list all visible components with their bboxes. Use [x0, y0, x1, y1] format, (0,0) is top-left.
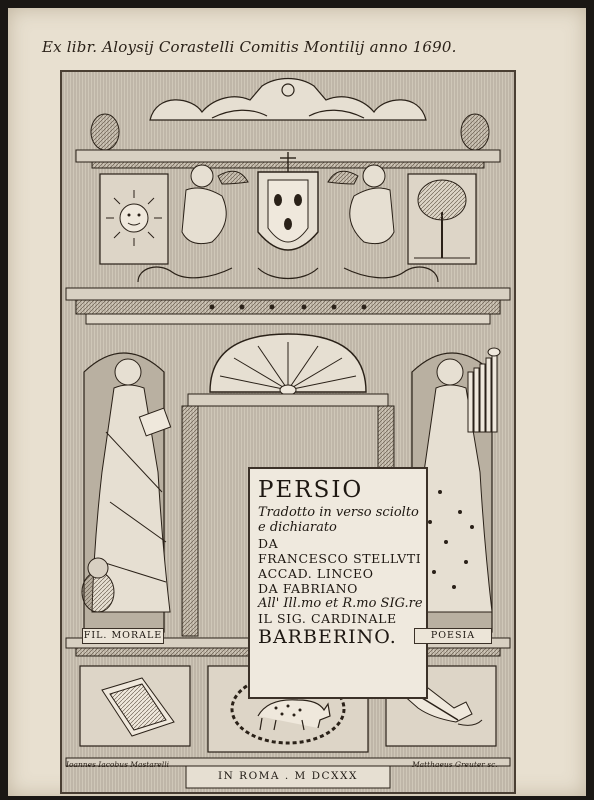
title-page — [8, 8, 586, 796]
book-icon — [80, 666, 190, 746]
label-moral-philosophy: FIL. MORALE — [82, 628, 164, 644]
finial-left — [91, 114, 119, 150]
title-tablet — [248, 467, 428, 699]
dedicatee-name: BARBERINO. — [258, 626, 397, 649]
sun-icon — [100, 174, 168, 264]
imprint: IN ROMA . M DCXXX — [217, 770, 358, 782]
engraver-signature-left: Ioannes Iacobus Mastarelli — [66, 760, 170, 769]
author-name: FRANCESCO STELLVTI — [258, 550, 422, 566]
label-poetry: POESIA — [414, 628, 492, 644]
book-title: PERSIO — [258, 477, 364, 503]
engraver-signature-right: Matthaeus Greuter sc. — [412, 760, 498, 769]
engraved-frontispiece — [60, 70, 516, 794]
tree-icon — [408, 174, 476, 264]
dedication-line: All' Ill.mo et R.mo SIG.re — [258, 595, 423, 611]
finial-right — [461, 114, 489, 150]
ownership-inscription: Ex libr. Aloysij Corastelli Comitis Montilij anno 1690. — [42, 38, 457, 56]
subtitle-line-2: e dichiarato — [258, 520, 337, 536]
subtitle-line-1: Tradotto in verso sciolto — [258, 504, 419, 520]
origin-line: DA FABRIANO — [258, 580, 358, 596]
by-line: DA — [258, 535, 279, 551]
academy-line: ACCAD. LINCEO — [258, 565, 374, 581]
dedicatee-title: IL SIG. CARDINALE — [258, 611, 397, 627]
